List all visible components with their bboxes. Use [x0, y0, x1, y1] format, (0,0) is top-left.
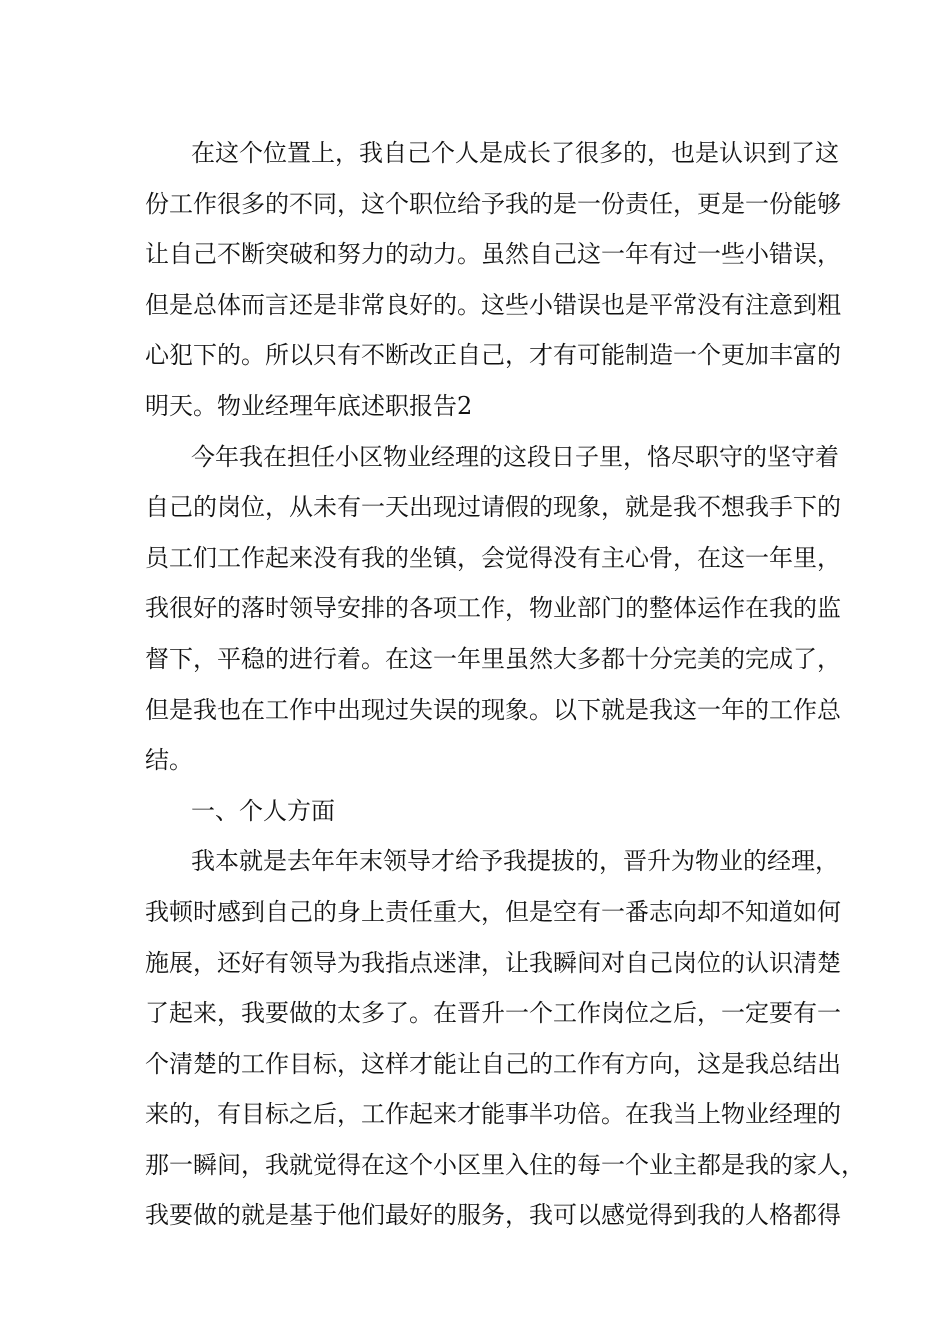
paragraph-line: 来的，有目标之后，工作起来才能事半功倍。在我当上物业经理的 [145, 1100, 841, 1129]
paragraph-line: 督下，平稳的进行着。在这一年里虽然大多都十分完美的完成了， [145, 644, 841, 673]
paragraph-line: 施展，还好有领导为我指点迷津，让我瞬间对自己岗位的认识清楚 [145, 948, 841, 977]
paragraph-line: 自己的岗位，从未有一天出现过请假的现象，就是我不想我手下的 [145, 493, 841, 522]
paragraph-line: 今年我在担任小区物业经理的这段日子里，恪尽职守的坚守着 [191, 442, 839, 471]
paragraph-line: 了起来，我要做的太多了。在晋升一个工作岗位之后，一定要有一 [145, 999, 841, 1028]
paragraph-line: 我很好的落时领导安排的各项工作，物业部门的整体运作在我的监 [145, 594, 841, 623]
paragraph-line: 我顿时感到自己的身上责任重大，但是空有一番志向却不知道如何 [145, 897, 841, 926]
paragraph-line: 但是我也在工作中出现过失误的现象。以下就是我这一年的工作总 [145, 695, 841, 724]
paragraph-line: 结。 [145, 746, 193, 775]
paragraph-line: 但是总体而言还是非常良好的。这些小错误也是平常没有注意到粗 [145, 290, 841, 319]
paragraph-line: 我要做的就是基于他们最好的服务，我可以感觉得到我的人格都得 [145, 1201, 841, 1230]
section-heading: 一、个人方面 [191, 796, 335, 825]
paragraph-line: 份工作很多的不同，这个职位给予我的是一份责任，更是一份能够 [145, 189, 841, 218]
paragraph-line: 心犯下的。所以只有不断改正自己，才有可能制造一个更加丰富的 [145, 341, 841, 370]
body-text [145, 131, 865, 1244]
paragraph-line: 个清楚的工作目标，这样才能让自己的工作有方向，这是我总结出 [145, 1049, 841, 1078]
paragraph-line: 明天。物业经理年底述职报告2 [145, 391, 473, 420]
paragraph-line: 在这个位置上，我自己个人是成长了很多的，也是认识到了这 [191, 139, 839, 167]
paragraph-line: 员工们工作起来没有我的坐镇，会觉得没有主心骨，在这一年里， [145, 543, 841, 572]
paragraph-line: 我本就是去年年末领导才给予我提拔的，晋升为物业的经理， [191, 847, 839, 876]
paragraph-line: 那一瞬间，我就觉得在这个小区里入住的每一个业主都是我的家人， [145, 1150, 865, 1179]
paragraph-line: 让自己不断突破和努力的动力。虽然自己这一年有过一些小错误， [145, 240, 841, 269]
